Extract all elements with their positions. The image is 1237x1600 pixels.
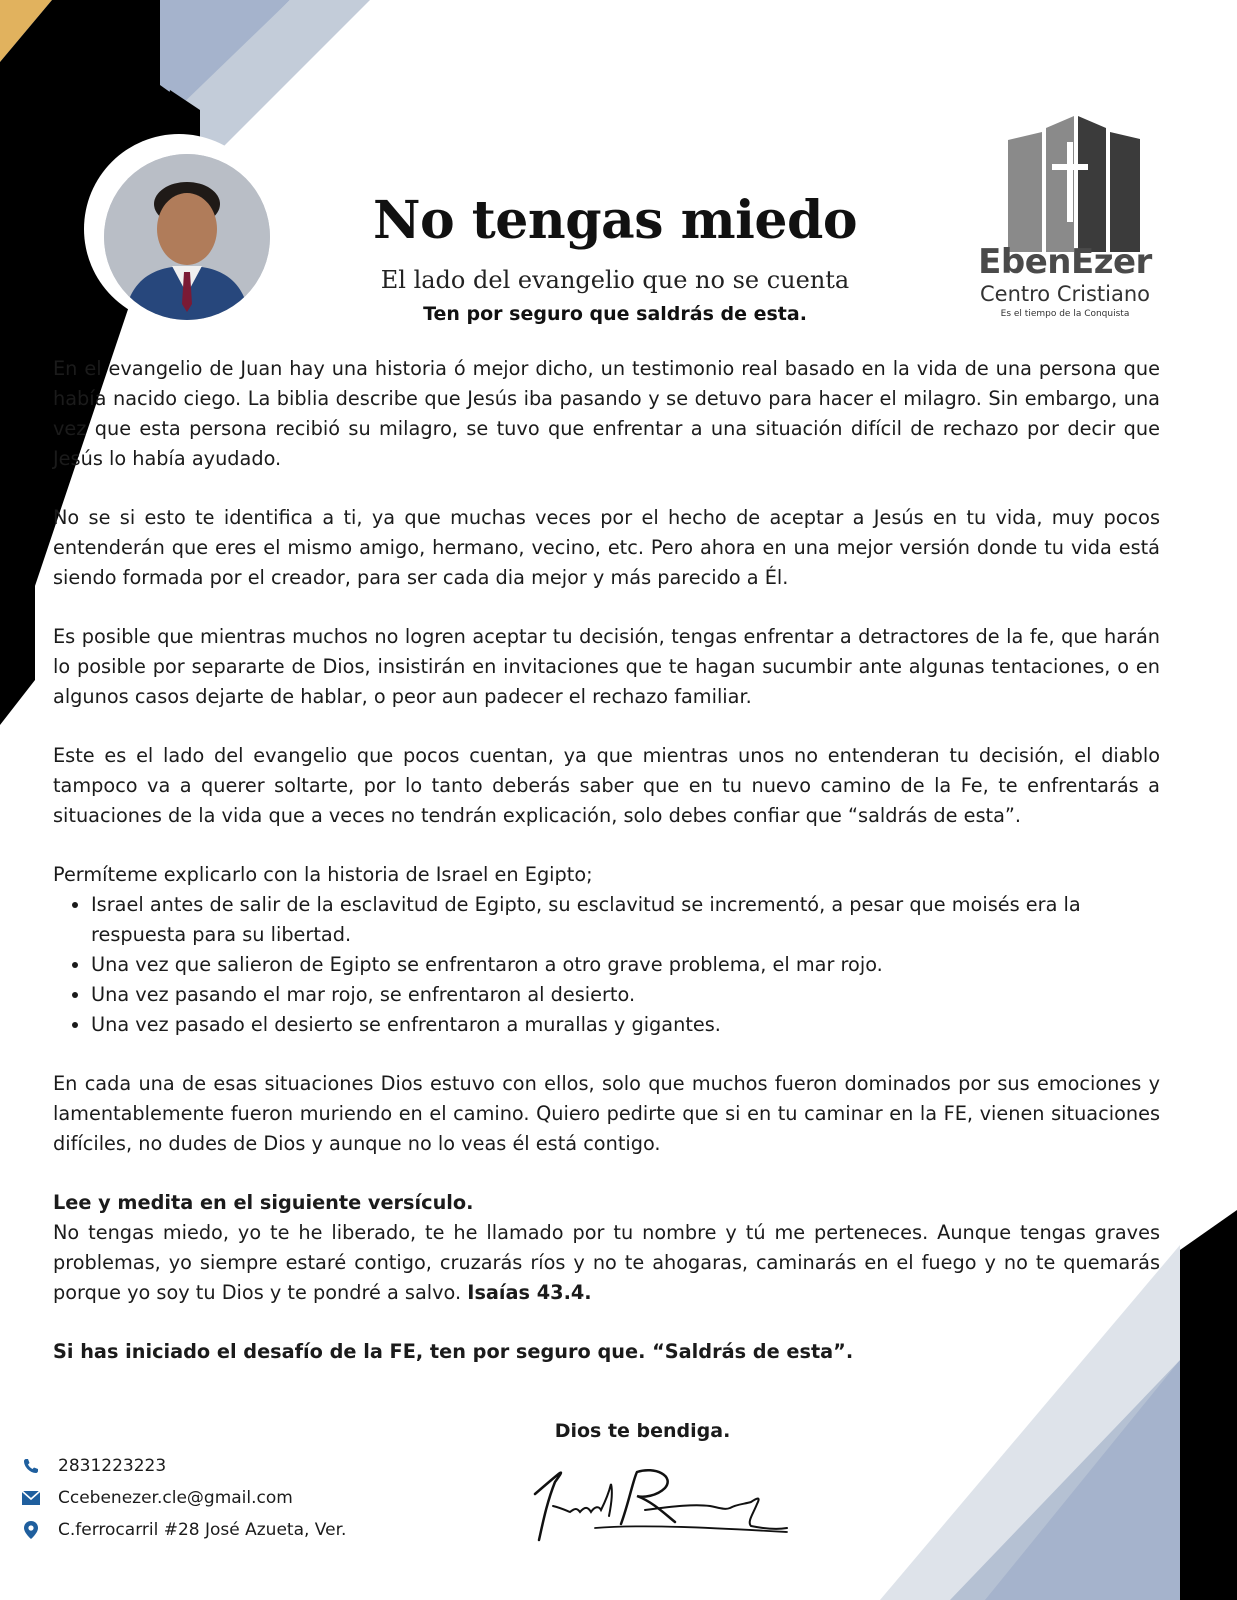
verse-reference: Isaías 43.4. <box>467 1281 592 1304</box>
list-item: • Israel antes de salir de la esclavitud de Egipto, su esclavitud se incrementó, a pesar que moisés era la respuesta para su libertad. <box>91 890 1160 950</box>
email-address: Ccebenezer.cle@gmail.com <box>58 1488 293 1508</box>
phone-number: 2831223223 <box>58 1456 167 1476</box>
paragraph: Este es el lado del evangelio que pocos cuentan, ya que mientras unos no entenderan tu decisión, el diablo tampoco va a querer soltarte, por lo tanto deberás saber que en tu nuevo camino de la Fe, te enfrentarás a situaciones de la vida que a veces no tendrán explicación, solo debes confiar que “saldrás de esta”. <box>53 744 1160 827</box>
page-tagline: Ten por seguro que saldrás de esta. <box>423 303 807 325</box>
contact-info <box>20 1450 420 1546</box>
paragraph: En el evangelio de Juan hay una historia ó mejor dicho, un testimonio real basado en la vida de una persona que había nacido ciego. La biblia describe que Jesús iba pasando y se detuvo para hacer el milagro. Sin embargo, una vez que esta persona recibió su milagro, se tuvo que enfrentar a una situación difícil de rechazo por decir que Jesús lo había ayudado. <box>53 357 1160 470</box>
contact-phone[interactable] <box>20 1450 420 1482</box>
logo-name: EbenEzer <box>978 242 1152 282</box>
list-intro: Permíteme explicarlo con la historia de Israel en Egipto; <box>53 863 593 886</box>
contact-address[interactable] <box>20 1514 420 1546</box>
phone-icon <box>20 1455 42 1477</box>
church-building-cross-icon <box>980 112 1140 252</box>
verse-heading: Lee y medita en el siguiente versículo. <box>53 1191 474 1214</box>
contact-email[interactable] <box>20 1482 420 1514</box>
signature <box>525 1462 795 1552</box>
paragraph: No se si esto te identifica a ti, ya que muchas veces por el hecho de aceptar a Jesús en tu vida, muy pocos entenderán que eres el mismo amigo, hermano, vecino, etc. Pero ahora en una mejor versión donde tu vida está siendo formada por el creador, para ser cada dia mejor y más parecido a Él. <box>53 506 1160 589</box>
page-title: No tengas miedo <box>372 190 858 251</box>
list-item: • Una vez que salieron de Egipto se enfrentaron a otro grave problema, el mar rojo. <box>91 950 1160 980</box>
blessing: Dios te bendiga. <box>554 1420 731 1442</box>
logo-subtitle: Centro Cristiano <box>980 282 1150 306</box>
letter-body <box>53 354 1160 1396</box>
verse-paragraph <box>53 1218 1160 1308</box>
paragraph: Es posible que mientras muchos no logren aceptar tu decisión, tengas enfrentar a detractores de la fe, que harán lo posible por separarte de Dios, insistirán en invitaciones que te hagan sucumbir ante algunas tentaciones, o en algunos casos dejarte de hablar, o peor aun padecer el rechazo familiar. <box>53 625 1160 708</box>
profile-photo <box>104 154 270 320</box>
verse-text: No tengas miedo, yo te he liberado, te he llamado por tu nombre y tú me perteneces. Aunque tengas graves problemas, yo siempre estaré contigo, cruzarás ríos y no te ahogaras, caminarás en el fuego y no te quemarás porque yo soy tu Dios y te pondré a salvo. <box>53 1221 1160 1304</box>
church-logo <box>960 112 1190 327</box>
black-left-band <box>0 300 35 725</box>
closing-statement: Si has iniciado el desafío de la FE, ten por seguro que. “Saldrás de esta”. <box>53 1340 854 1363</box>
list-item: • Una vez pasado el desierto se enfrentaron a murallas y gigantes. <box>91 1010 1160 1040</box>
logo-slogan: Es el tiempo de la Conquista <box>1000 309 1130 319</box>
black-right-wedge <box>1180 1210 1237 1600</box>
location-pin-icon <box>20 1519 42 1541</box>
israel-list <box>53 890 1160 1040</box>
street-address: C.ferrocarril #28 José Azueta, Ver. <box>58 1520 347 1540</box>
page-subtitle: El lado del evangelio que no se cuenta <box>380 266 850 294</box>
list-item: • Una vez pasando el mar rojo, se enfrentaron al desierto. <box>91 980 1160 1010</box>
envelope-icon <box>20 1487 42 1509</box>
paragraph: En cada una de esas situaciones Dios estuvo con ellos, solo que muchos fueron dominados por sus emociones y lamentablemente fueron muriendo en el camino. Quiero pedirte que si en tu caminar en la FE, vienen situaciones difíciles, no dudes de Dios y aunque no lo veas él está contigo. <box>53 1072 1160 1155</box>
